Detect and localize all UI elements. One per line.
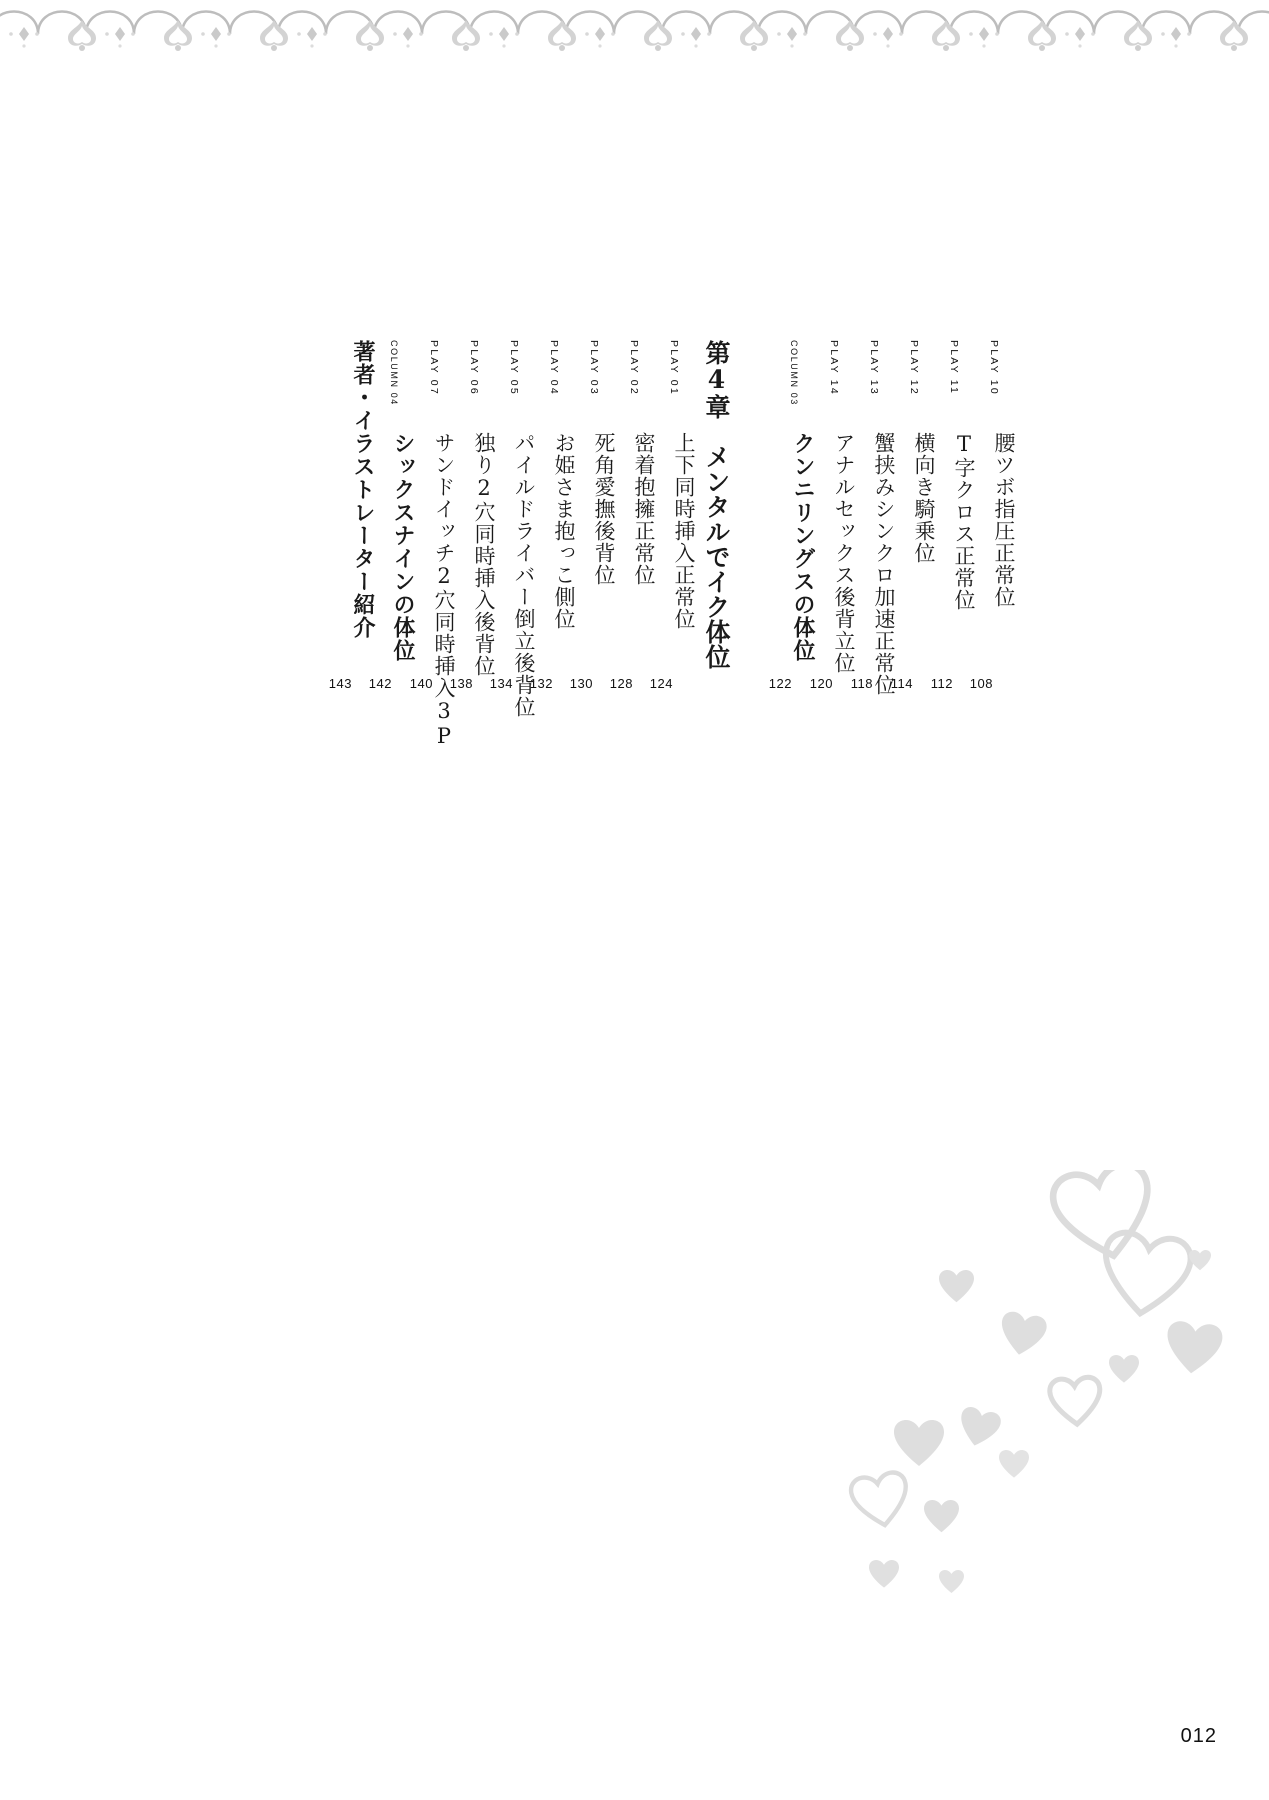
toc-entry[interactable] xyxy=(809,340,856,1020)
toc-entry-label: COLUMN 03 xyxy=(789,340,799,406)
toc-entry-title: 横向き騎乗位 xyxy=(912,432,936,564)
toc-entry-title: サンドイッチ2穴同時挿入3P xyxy=(432,432,456,749)
toc-entry-label: PLAY 14 xyxy=(828,340,840,396)
toc-entry-page: 134 xyxy=(489,675,513,691)
toc-entry-label: COLUMN 04 xyxy=(389,340,399,406)
toc-entry[interactable] xyxy=(569,340,616,1020)
toc-entry-title: 蟹挟みシンクロ加速正常位 xyxy=(872,432,896,696)
toc-entry-page: 122 xyxy=(768,675,792,691)
toc-entry-title: パイルドライバー倒立後背位 xyxy=(512,432,536,718)
toc-entry-title: 腰ツボ指圧正常位 xyxy=(992,432,1016,608)
page-number: 012 xyxy=(1180,1725,1217,1747)
toc-entry-page: 128 xyxy=(609,675,633,691)
toc-entry-page: 112 xyxy=(930,675,953,691)
toc-entry-title: 密着抱擁正常位 xyxy=(632,432,656,586)
toc-entry-title: シックスナインの体位 xyxy=(390,432,416,662)
toc-entry-page: 138 xyxy=(449,675,473,691)
toc-entry-label: PLAY 06 xyxy=(468,340,480,396)
toc-entry[interactable] xyxy=(489,340,536,1020)
toc-entry-title: 著者・イラストレーター紹介 xyxy=(350,340,376,639)
toc-entry-page: 142 xyxy=(368,675,392,691)
toc-entry-label: PLAY 05 xyxy=(508,340,520,396)
toc-entry-page: 132 xyxy=(529,675,553,691)
toc-entry[interactable] xyxy=(649,340,696,1020)
toc-entry[interactable] xyxy=(930,340,976,1020)
toc-entry-title: お姫さま抱っこ側位 xyxy=(552,432,576,630)
chapter-title: 第4章 メンタルでイク体位 xyxy=(702,340,731,669)
toc-entry-title: T字クロス正常位 xyxy=(952,432,976,611)
ornamental-border-icon xyxy=(0,0,1269,70)
toc-entry-label: PLAY 04 xyxy=(548,340,560,396)
toc-entry-label: PLAY 03 xyxy=(588,340,600,396)
toc-entry-label: PLAY 07 xyxy=(428,340,440,396)
toc-entry-title: 上下同時挿入正常位 xyxy=(672,432,696,630)
toc-entry-page: 143 xyxy=(328,675,352,691)
toc-entry[interactable] xyxy=(850,340,896,1020)
toc-entry[interactable] xyxy=(449,340,496,1020)
hearts-decoration xyxy=(809,1170,1229,1650)
ornamental-top-border xyxy=(0,0,1269,70)
toc-entry-page: 130 xyxy=(569,675,593,691)
toc-entry-title: クンニリングスの体位 xyxy=(790,432,816,662)
hearts-icon xyxy=(809,1170,1229,1650)
toc-entry-label: PLAY 12 xyxy=(908,340,920,396)
table-of-contents xyxy=(0,340,1269,1040)
toc-entry-page: 120 xyxy=(809,675,833,691)
toc-entry-label: PLAY 02 xyxy=(628,340,640,396)
toc-entry-page: 118 xyxy=(850,675,873,691)
toc-entry[interactable] xyxy=(609,340,656,1020)
toc-entry-label: PLAY 10 xyxy=(988,340,1000,396)
toc-entry-page: 124 xyxy=(649,675,673,691)
toc-entry[interactable] xyxy=(890,340,936,1020)
toc-entry-title: アナルセックス後背立位 xyxy=(832,432,856,674)
toc-entry-page: 114 xyxy=(890,675,913,691)
toc-entry-label: PLAY 01 xyxy=(668,340,680,396)
toc-spacer xyxy=(734,340,774,1020)
toc-entry[interactable] xyxy=(409,340,456,1020)
toc-entry[interactable] xyxy=(328,340,376,1020)
toc-entry[interactable] xyxy=(529,340,576,1020)
toc-entry-title: 死角愛撫後背位 xyxy=(592,432,616,586)
toc-entry[interactable] xyxy=(368,340,416,1020)
toc-entry-page: 108 xyxy=(969,675,993,691)
toc-entry-label: PLAY 11 xyxy=(948,340,960,396)
toc-entry-page: 140 xyxy=(409,675,433,691)
toc-entry-label: PLAY 13 xyxy=(868,340,880,396)
toc-entry[interactable] xyxy=(768,340,816,1020)
toc-entry-title: 独り2穴同時挿入後背位 xyxy=(472,432,496,677)
toc-entry[interactable] xyxy=(969,340,1016,1020)
toc-chapter-heading[interactable] xyxy=(694,340,734,1020)
